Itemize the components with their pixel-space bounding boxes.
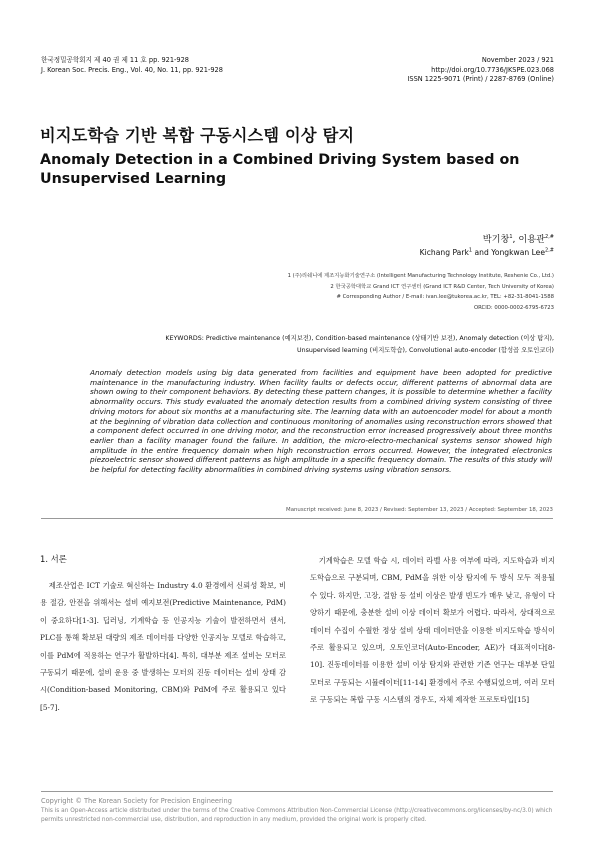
authors-ko (420, 233, 554, 247)
paper-title-ko: 비지도학습 기반 복합 구동시스템 이상 탐지 (40, 126, 355, 145)
author-block (420, 233, 554, 258)
body-column-right (310, 552, 555, 709)
license-text: This is an Open-Access article distributed under the terms of the Creative Commons Attribution Non-Commercial License (http://creativecommons.org/licenses/by-nc/3.0) which permits unrestricted non-commercial use, distribution, and reproduction in any medium, provided the original work is properly cited. (41, 808, 553, 823)
journal-header-left (41, 56, 223, 75)
affiliation-mark: 2,# (545, 247, 554, 254)
author-separator: , (512, 234, 519, 245)
divider (41, 791, 553, 792)
body-column-left (40, 577, 286, 716)
body-paragraph: 제조산업은 ICT 기술로 혁신하는 Industry 4.0 환경에서 신뢰성 확보, 비용 절감, 안전을 위해서는 설비 예지보전(Predictive Maintenance, PdM)이 중요하다[1-3]. 딥러닝, 기계학습 등 인공지능 기술이 발전하면서 센서, PLC를 통해 확보된 대량의 제조 데이터를 다양한 인공지능 모델로 학습하고, 이를 PdM에 적용하는 연구가 활발하다[4]. 특히, 대부분 제조 설비는 모터로 구동되기 때문에, 설비 운용 중 발생하는 모터의 진동 데이터는 설비 상태 감시(Condition-based Monitoring, CBM)와 PdM에 주로 활용되고 있다[5-7]. (40, 581, 286, 712)
issue-page: November 2023 / 921 (481, 56, 554, 64)
affiliation-mark: 2,# (545, 233, 554, 240)
abstract: Anomaly detection models using big data generated from facilities and equipment have been adopted for predictive maintenance in the manufacturing industry. When facility faults or defects occur, different patterns of abnormal data are shown owing to their component behaviors. By detecting these pattern changes, it is possible to determine whether a facility abnormality occurs. This study evaluated the anomaly detection results from a combined driving system consisting of three driving motors for about six months at a manufacturing site. The learning data with an autoencoder model for about a month at the beginning of vibration data collection and continuous monitoring of anomalies using reconstruction errors showed that a component defect occurred in one driving motor, and the reconstruction error increased progressively about three months earlier than a facility manager found the failure. In addition, the micro-electro-mechanical systems sensor showed high amplitude in the entire frequency domain when high reconstruction errors occurred. However, the integrated electronics piezoelectric sensor showed different patterns as high amplitude in a specific frequency domain. The results of this study will be helpful for detecting facility abnormalities in combined driving systems using vibration sensors. (90, 368, 552, 475)
keywords-line: Unsupervised learning (비지도학습), Convolutional auto-encoder (합성곱 오토인코더) (297, 346, 554, 354)
authors-en (420, 247, 554, 258)
manuscript-dates: Manuscript received: June 8, 2023 / Revised: September 13, 2023 / Accepted: September 18, 2023 (286, 507, 553, 513)
copyright-title: Copyright © The Korean Society for Precision Engineering (41, 797, 232, 805)
keywords-label: KEYWORDS: (165, 335, 204, 342)
issn: ISSN 1225-9071 (Print) / 2287-8769 (Online) (407, 75, 554, 84)
journal-name-en: J. Korean Soc. Precis. Eng., Vol. 40, No. 11, pp. 921-928 (41, 65, 223, 74)
affiliation-mark: 1 (468, 247, 473, 254)
copyright-notice (41, 796, 554, 824)
affiliation-line: 2 한국공학대학교 Grand ICT 연구센터 (Grand ICT R&D Center, Tech University of Korea) (330, 283, 554, 290)
body-paragraph: 기계학습은 모델 학습 시, 데이터 라벨 사용 여부에 따라, 지도학습과 비지도학습으로 구분되며, CBM, PdM을 위한 이상 탐지에 두 방식 모두 적용될 수 있다. 하지만, 고장, 결함 등 설비 이상은 발생 빈도가 매우 낮고, 유형이 다양하기 때문에, 충분한 설비 이상 데이터 확보가 어렵다. 따라서, 상대적으로 데이터 수집이 수월한 정상 설비 상태 데이터만을 이용한 비지도학습 방식이 주로 활용되고 있으며, 오토인코더(Auto-Encoder, AE)가 대표적이다[8-10]. 진동데이터를 이용한 설비 이상 탐지와 관련한 기존 연구는 대부분 단일 모터로 구동되는 시뮬레이터[11-14] 환경에서 주로 수행되었으며, 여러 모터로 구동되는 복합 구동 시스템의 경우도, 자체 제작한 프로토타입[15] (310, 556, 555, 705)
journal-header-right (407, 56, 554, 85)
author-name: 박기창 (482, 234, 510, 245)
corresponding-author: # Corresponding Author / E-mail: ivan.lee@tukorea.ac.kr, TEL: +82-31-8041-1588 (336, 294, 554, 301)
affiliation-mark: 1 (509, 233, 513, 240)
affiliation-line: 1 (주)리쉐니에 제조지능화기술연구소 (Intelligent Manufacturing Technology Institute, Reshenie Co., Ltd.) (287, 273, 554, 279)
orcid: ORCID: 0000-0002-6795-6723 (473, 304, 554, 311)
journal-name-ko: 한국정밀공학회지 제 40 권 제 11 호 pp. 921-928 (41, 56, 189, 64)
paper-title-en: Anomaly Detection in a Combined Driving System based on Unsupervised Learning (40, 152, 520, 187)
keywords-line (84, 333, 554, 345)
affiliations (288, 271, 554, 313)
section-heading: 1. 서론 (40, 554, 67, 564)
author-name: Kichang Park (419, 248, 469, 257)
doi-link[interactable]: http://doi.org/10.7736/JKSPE.023.068 (431, 65, 554, 74)
author-name: Yongkwan Lee (491, 248, 546, 257)
author-name: 이용관 (518, 234, 546, 245)
keywords (84, 333, 554, 356)
author-separator: and (472, 248, 492, 257)
divider (41, 518, 553, 519)
keywords-list: Predictive maintenance (예지보전), Condition-based maintenance (상태기반 보전), Anomaly detection (이상 탐지), (205, 335, 554, 342)
